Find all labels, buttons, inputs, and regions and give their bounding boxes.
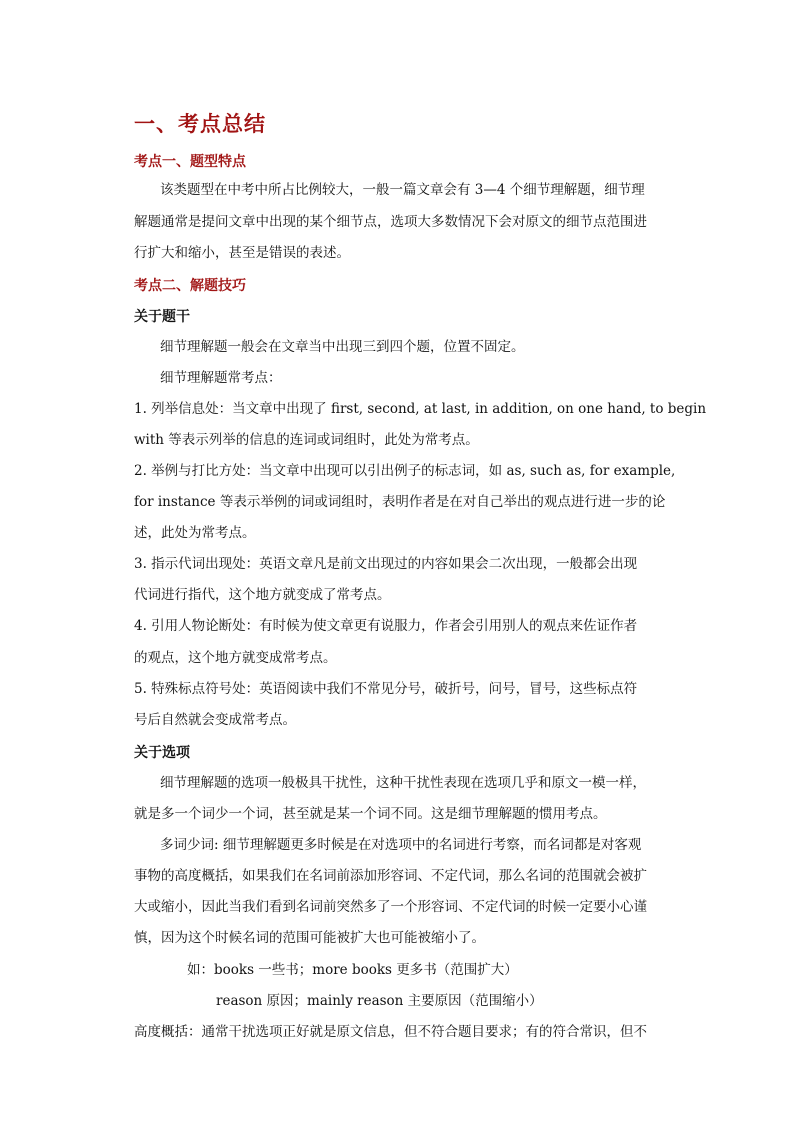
paragraph-line: 该类题型在中考中所占比例较大，一般一篇文章会有 3—4 个细节理解题，细节理	[160, 182, 645, 198]
list-item-line: 4. 引用人物论断处：有时候为使文章更有说服力，作者会引用别人的观点来佐证作者	[134, 618, 638, 634]
list-item-line: 3. 指示代词出现处：英语文章凡是前文出现过的内容如果会二次出现，一般都会出现	[134, 556, 638, 572]
paragraph-line: 慎，因为这个时候名词的范围可能被扩大也可能被缩小了。	[134, 930, 485, 946]
paragraph-line: 高度概括：通常干扰选项正好就是原文信息，但不符合题目要求；有的符合常识，但不	[134, 1024, 647, 1040]
section-heading: 一、考点总结	[134, 111, 266, 136]
example-line: 如：books 一些书；more books 更多书（范围扩大）	[187, 962, 518, 978]
topic-title-stem: 关于题干	[134, 309, 190, 325]
example-line: reason 原因；mainly reason 主要原因（范围缩小）	[216, 993, 543, 1009]
paragraph-line: 解题通常是提问文章中出现的某个细节点，选项大多数情况下会对原文的细节点范围进	[134, 214, 647, 230]
list-item-line: 5. 特殊标点符号处：英语阅读中我们不常见分号，破折号，问号，冒号，这些标点符	[134, 681, 638, 697]
paragraph-line: 大或缩小，因此当我们看到名词前突然多了一个形容词、不定代词的时候一定要小心谨	[134, 899, 647, 915]
list-item-line: 代词进行指代，这个地方就变成了常考点。	[134, 587, 391, 603]
paragraph-line: 事物的高度概括，如果我们在名词前添加形容词、不定代词，那么名词的范围就会被扩	[134, 868, 647, 884]
paragraph-line: 就是多一个词少一个词，甚至就是某一个词不同。这是细节理解题的惯用考点。	[134, 806, 607, 822]
paragraph-line: 细节理解题常考点：	[160, 370, 282, 386]
list-item-line: for instance 等表示举例的词或词组时，表明作者是在对自己举出的观点进行进一步的论	[134, 494, 666, 510]
paragraph-line: 细节理解题的选项一般极具干扰性，这种干扰性表现在选项几乎和原文一模一样，	[160, 775, 646, 791]
topic-title-options: 关于选项	[134, 745, 190, 761]
paragraph-line: 细节理解题一般会在文章当中出现三到四个题，位置不固定。	[160, 339, 525, 355]
list-item-line: 的观点，这个地方就变成常考点。	[134, 650, 337, 666]
subsection-title-question-features: 考点一、题型特点	[134, 154, 246, 170]
paragraph-line: 多词少词: 细节理解题更多时候是在对选项中的名词进行考察，而名词都是对客观	[160, 837, 642, 853]
list-item-line: with 等表示列举的信息的连词或词组时，此处为常考点。	[134, 432, 479, 448]
paragraph-line: 行扩大和缩小，甚至是错误的表述。	[134, 245, 350, 261]
list-item-line: 号后自然就会变成常考点。	[134, 712, 296, 728]
list-item-line: 2. 举例与打比方处：当文章中出现可以引出例子的标志词，如 as, such as, for example,	[134, 463, 676, 479]
subsection-title-techniques: 考点二、解题技巧	[134, 278, 246, 294]
list-item-line: 1. 列举信息处：当文章中出现了 first, second, at last, in addition, on one hand, to begin	[134, 401, 707, 417]
list-item-line: 述，此处为常考点。	[134, 525, 256, 541]
